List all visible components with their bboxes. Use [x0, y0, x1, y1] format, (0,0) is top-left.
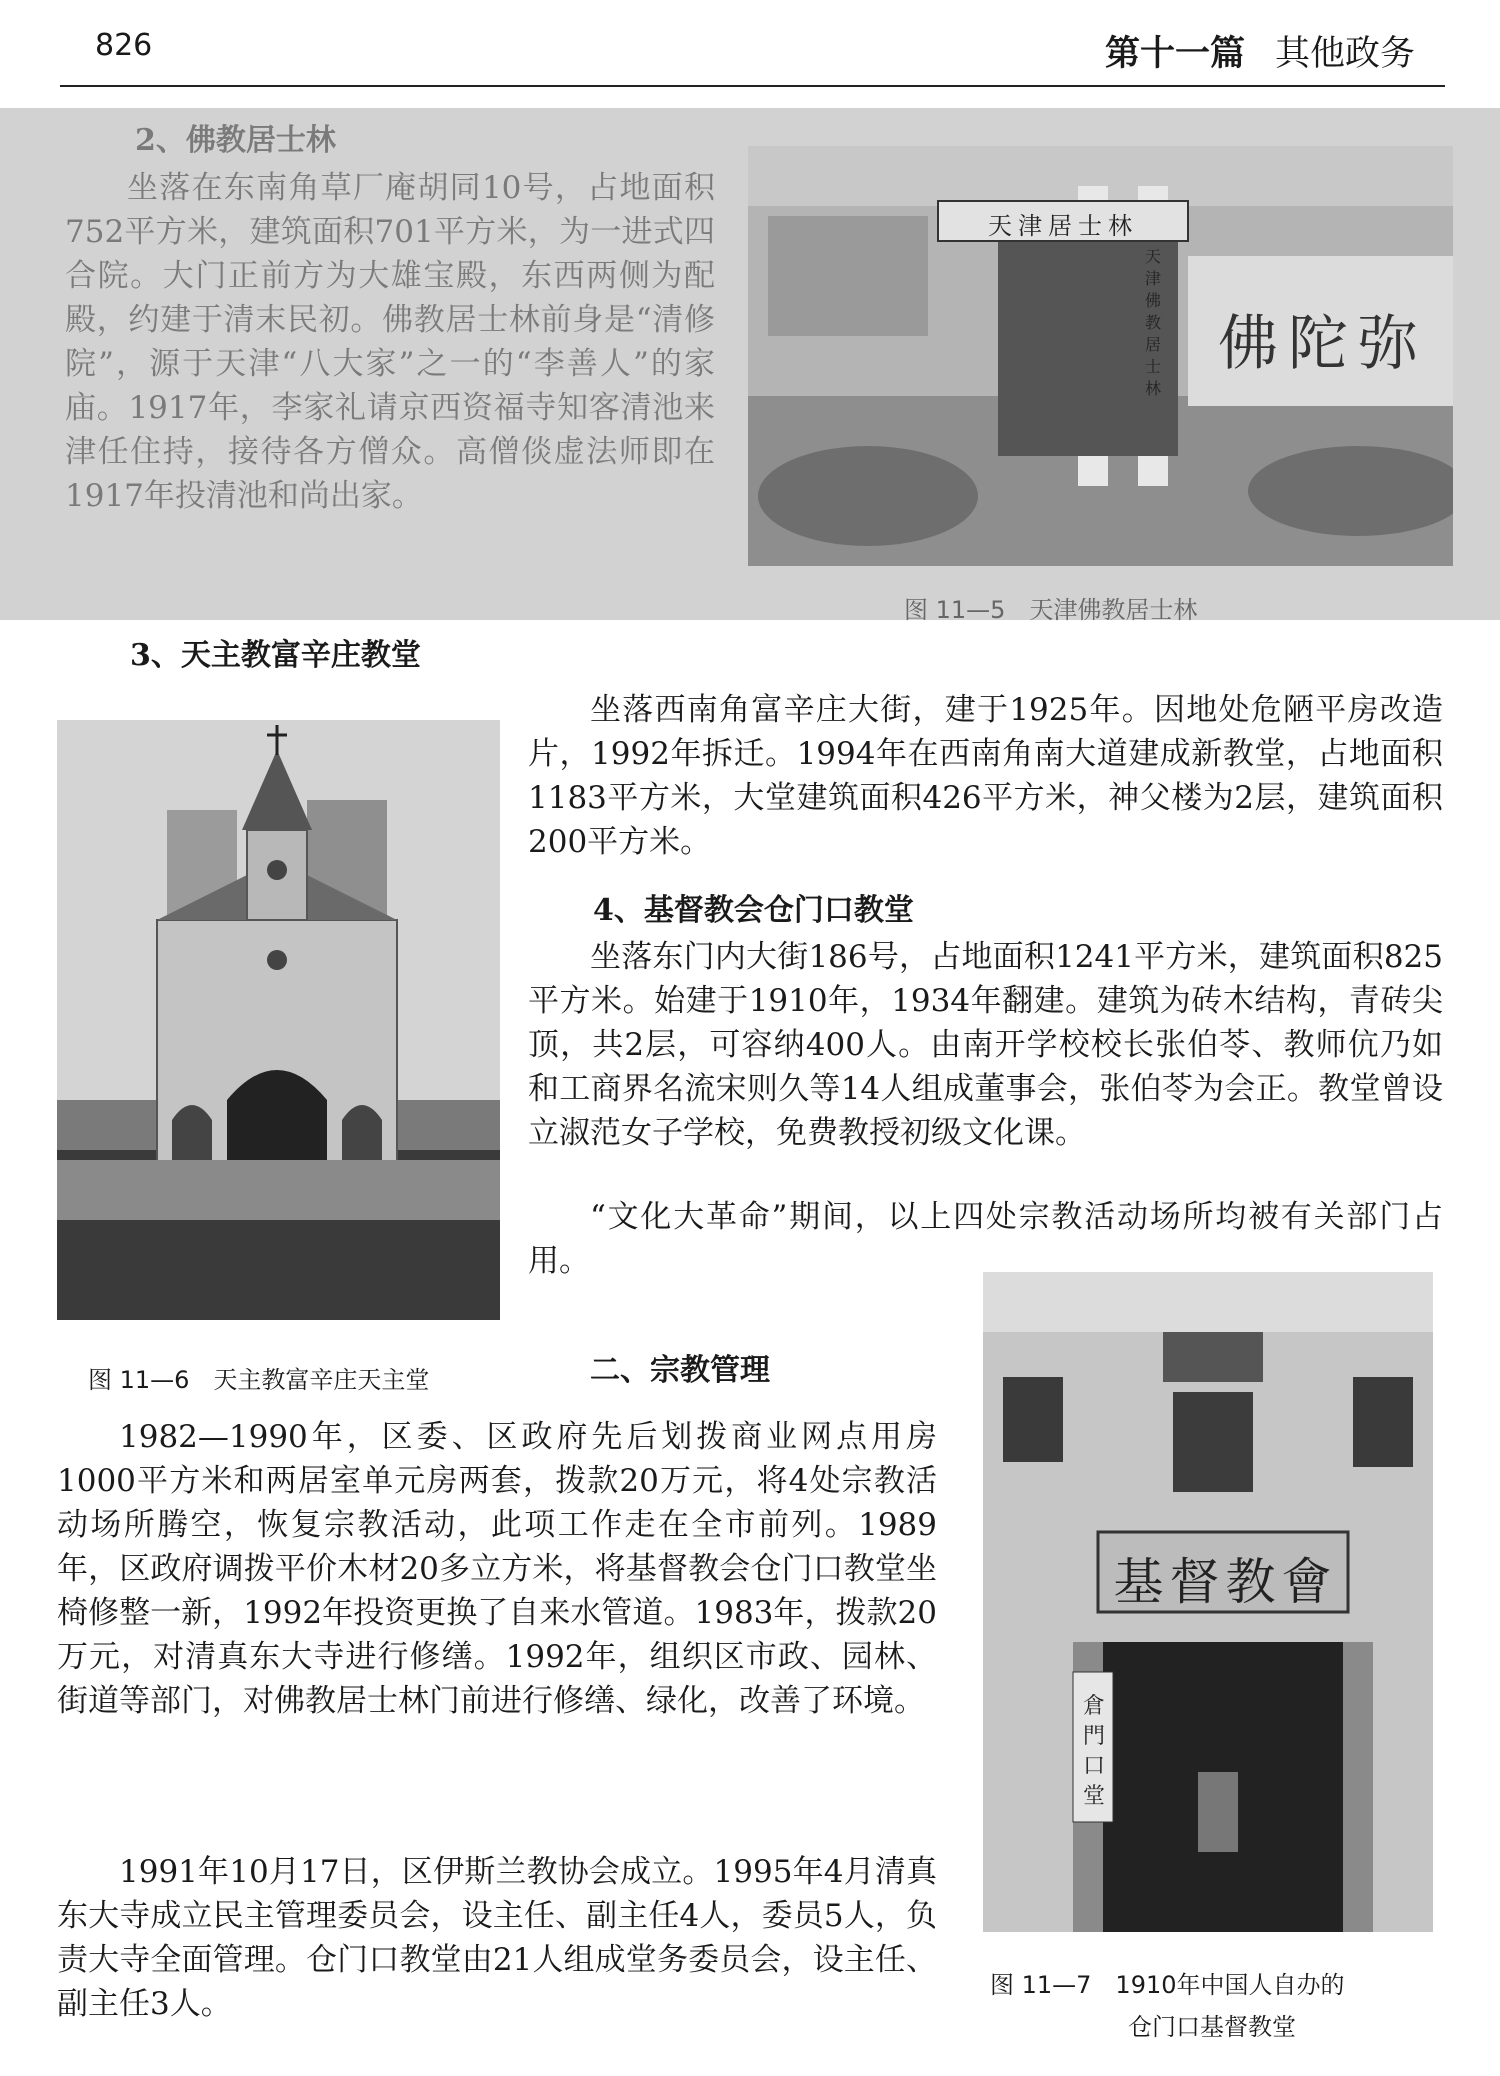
text-cultural-revolution: “文化大革命”期间，以上四处宗教活动场所均被有关部门占用。	[528, 1199, 1443, 1279]
church-illustration	[57, 720, 500, 1320]
photo-buddhist-lay-forest	[748, 146, 1453, 566]
text-buddhist-lay: 坐落在东南角草厂庵胡同10号，占地面积752平方米，建筑面积701平方米，为一进式四合院。大门正前方为大雄宝殿，东西两侧为配殿，约建于清末民初。佛教居士林前身是“清修院”，源于天津“八大家”之一的“李善人”的家庙。1917年，李家礼请京西资福寺知客清池来津任住持，接待各方僧众。高僧倓虚法师即在1917年投清池和尚出家。	[65, 170, 715, 514]
heading-catholic-church: 3、天主教富辛庄教堂	[130, 638, 421, 673]
photo-sign-text: 天津居士林	[988, 212, 1138, 240]
heading-religious-management: 二、宗教管理	[590, 1353, 770, 1388]
heading-protestant-church: 4、基督教会仓门口教堂	[593, 893, 914, 928]
caption-fig-11-7-line1: 图 11—7 1910年中国人自办的	[990, 1971, 1345, 1999]
page-number: 826	[95, 28, 153, 63]
heading-buddhist-lay: 2、佛教居士林	[135, 123, 336, 158]
photo-protestant-church	[983, 1272, 1433, 1932]
header-rule	[60, 85, 1445, 87]
caption-fig-11-6: 图 11—6 天主教富辛庄天主堂	[88, 1366, 430, 1394]
section-header	[1105, 26, 1415, 76]
text-management-p1: 1982—1990年，区委、区政府先后划拨商业网点用房1000平方米和两居室单元房两套，拨款20万元，将4处宗教活动场所腾空，恢复宗教活动，此项工作走在全市前列。1989年，区政府调拨平价木材20多立方米，将基督教会仓门口教堂坐椅修整一新，1992年投资更换了自来水管道。1983年，拨款20万元，对清真东大寺进行修缮。1992年，组织区市政、园林、街道等部门，对佛教居士林门前进行修缮、绿化，改善了环境。	[57, 1419, 937, 1719]
text-protestant-church: 坐落东门内大街186号，占地面积1241平方米，建筑面积825平方米。始建于1910年，1934年翻建。建筑为砖木结构，青砖尖顶，共2层，可容纳400人。由南开学校校长张伯苓、教师伉乃如和工商界名流宋则久等14人组成董事会，张伯苓为会正。教堂曾设立淑范女子学校，免费教授初级文化课。	[528, 939, 1443, 1151]
caption-fig-11-5: 图 11—5 天津佛教居士林	[904, 596, 1198, 624]
text-catholic-church: 坐落西南角富辛庄大街，建于1925年。因地处危陋平房改造片，1992年拆迁。1994年在西南角南大道建成新教堂，占地面积1183平方米，大堂建筑面积426平方米，神父楼为2层，建筑面积200平方米。	[528, 692, 1443, 860]
photo-sign-text: 基督教會	[1113, 1553, 1338, 1611]
photo-wall-text: 佛陀弥	[1218, 309, 1428, 379]
photo-vertical-text: 天津佛教居士林	[1145, 247, 1162, 398]
photo-plaque-text: 倉門口堂	[1082, 1694, 1105, 1809]
text-management-p2: 1991年10月17日，区伊斯兰教协会成立。1995年4月清真东大寺成立民主管理委员会，设主任、副主任4人，委员5人，负责大寺全面管理。仓门口教堂由21人组成堂务委员会，设主任、副主任3人。	[57, 1854, 937, 2022]
section-title: 其他政务	[1274, 34, 1415, 74]
caption-fig-11-7-line2: 仓门口基督教堂	[1128, 2013, 1296, 2041]
photo-catholic-church	[57, 720, 500, 1320]
section-label: 第十一篇	[1104, 33, 1245, 74]
